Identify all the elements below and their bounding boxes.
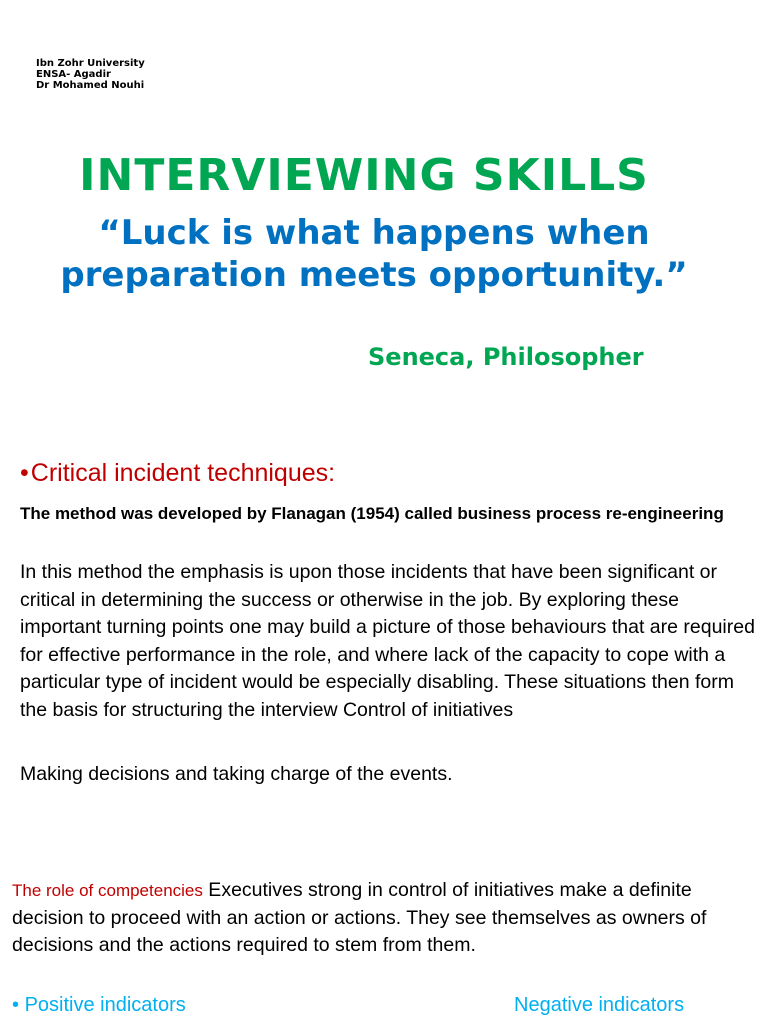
positive-indicators-label: Positive indicators xyxy=(24,994,186,1016)
section-heading-text: Critical incident techniques: xyxy=(30,459,336,487)
bullet-icon: • xyxy=(12,994,20,1016)
negative-indicators: Negative indicators xyxy=(514,994,685,1016)
method-paragraph-2: Making decisions and taking charge of the events. xyxy=(20,763,453,785)
positive-indicators xyxy=(12,994,186,1017)
competency-text: Executives strong in control of initiatives make a definite decision to proceed with an action or actions. They see themselves as owners of decisions and the actions required to stem from them. xyxy=(12,879,707,956)
method-line: The method was developed by Flanagan (1954) called business process re-engineering xyxy=(20,504,724,523)
quote-attribution: Seneca, Philosopher xyxy=(368,343,644,371)
header-university: Ibn Zohr University xyxy=(36,58,145,69)
bullet-icon: • xyxy=(20,459,29,487)
header-school: ENSA- Agadir xyxy=(36,69,111,80)
section-heading xyxy=(20,459,335,488)
method-paragraph: In this method the emphasis is upon those incidents that have been significant or critical in determining the success or otherwise in the job. By exploring these important turning points one may build a picture of those behaviours that are required for effective performance in the role, and where lack of the capacity to cope with a particular type of incident would be especially disabling. These situations then form the basis for structuring the interview Control of initiatives xyxy=(20,561,755,721)
competency-label: The role of competencies xyxy=(12,881,203,900)
header-author: Dr Mohamed Nouhi xyxy=(36,80,145,91)
page-title: INTERVIEWING SKILLS xyxy=(79,150,649,201)
competency-paragraph xyxy=(12,877,760,960)
quote: “Luck is what happens when preparation meets opportunity.” xyxy=(60,213,688,295)
